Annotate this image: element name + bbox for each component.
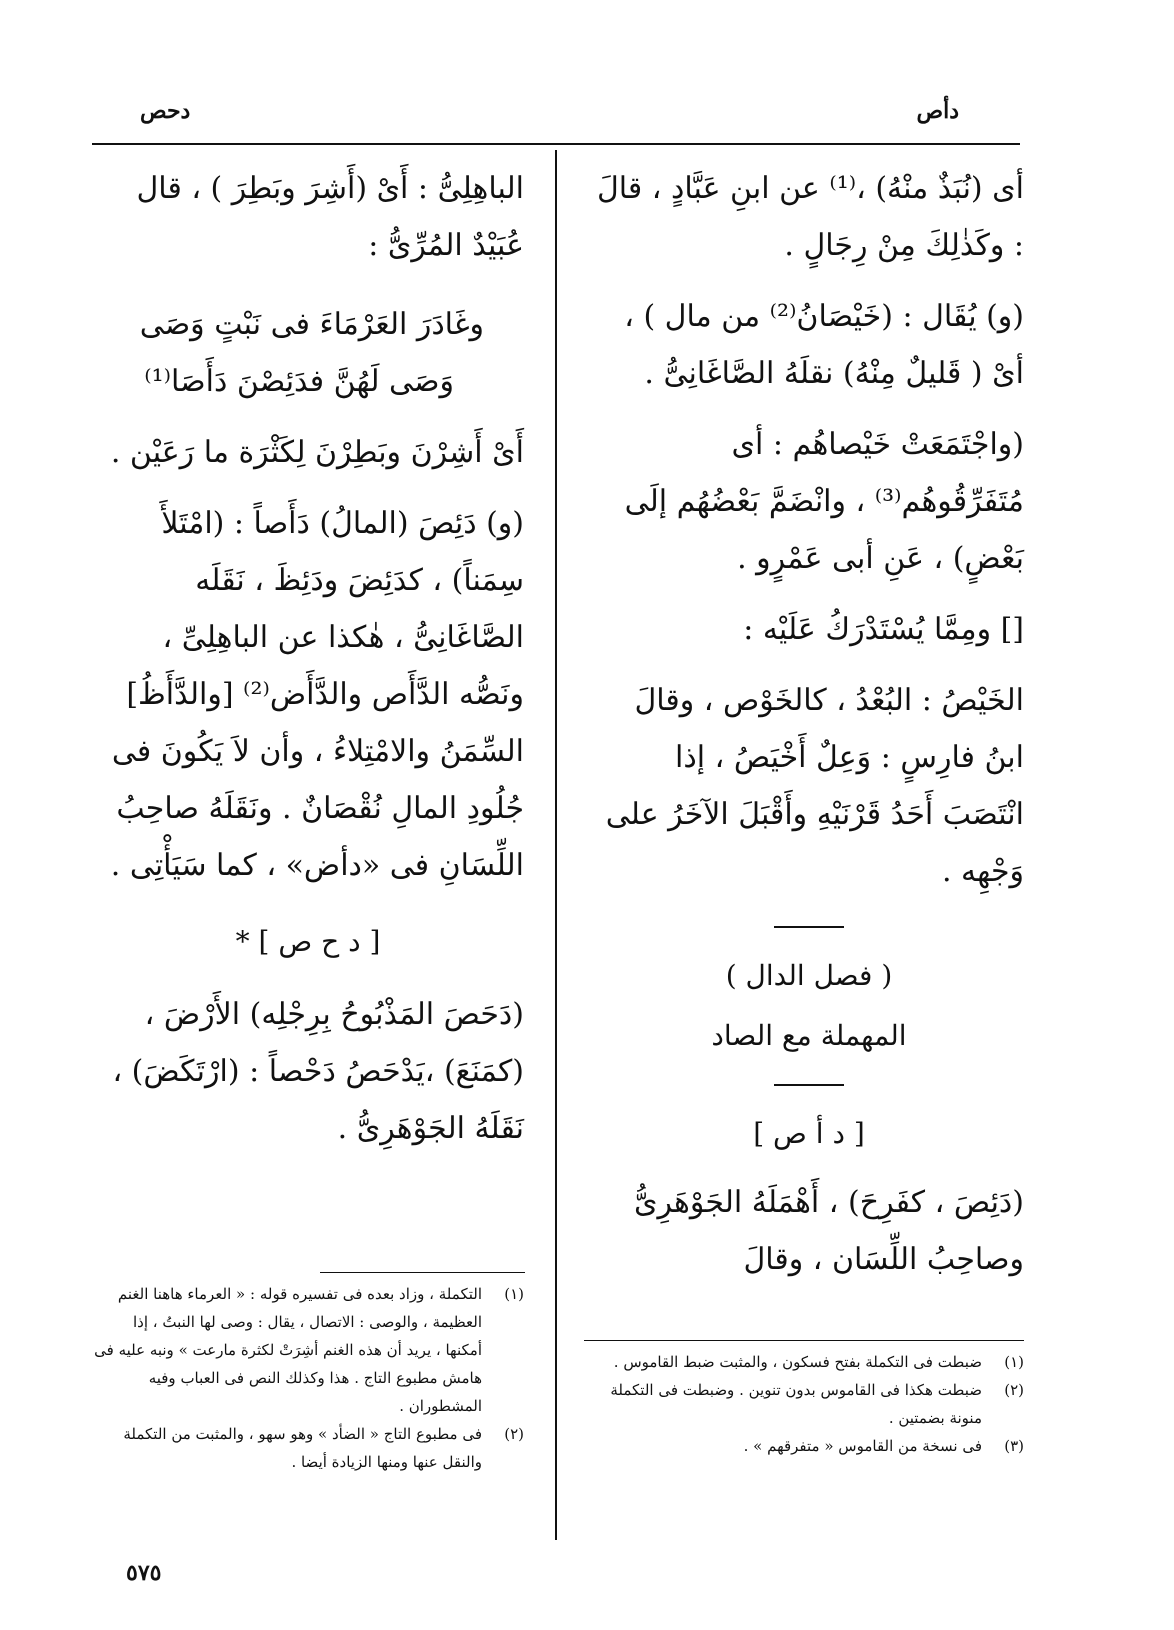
footnote-text: التكملة ، وزاد بعده فى تفسيره قوله : « العرماء هاهنا الغنم العظيمة ، والوصى : الاتصال ، يقال : وصى لها النبتُ ، إذا أمكنها ، يريد أن هذه الغنم أشِرَتْ لكثرة مارعت » ونبه عليه فى هامش مطبوع التاج . هذا وكذلك النص فى العباب وفيه المشطوران . (94, 1285, 482, 1415)
verse-line: وغَادَرَ العَرْمَاءَ فى نَبْتٍ وَصَى (139, 307, 484, 342)
footnote-number: (٢) (504, 1425, 524, 1443)
left-column (92, 160, 524, 1157)
footnote-text: فى نسخة من القاموس « متفرقهم » . (743, 1437, 982, 1455)
verse-line: وَصَى لَهُنَّ فدَئِصْنَ دَأَصَا⁽¹⁾ (144, 364, 454, 399)
footnote (584, 1376, 1024, 1432)
footnote-number: (١) (504, 1285, 524, 1303)
footnotes-right (584, 1348, 1024, 1460)
entry-heading: [ د ح ص ] * (235, 925, 381, 958)
section-rule (774, 1084, 844, 1086)
section-rule (774, 926, 844, 928)
footnote-text: ضبطت فى التكملة بفتح فسكون ، والمثبت ضبط القاموس . (613, 1353, 982, 1371)
footnote-number: (٢) (1004, 1381, 1024, 1399)
entry-paragraph: (و) يُقَال : (خَيْصَانُ⁽²⁾ من مال ) ، أىْ ( قَليلٌ مِنْهُ) نقلَهُ الصَّاغَانِىُّ . (624, 299, 1024, 391)
footnote-number: (٣) (1004, 1437, 1024, 1455)
column-divider (555, 150, 557, 1540)
section-subtitle: المهملة مع الصاد (711, 1019, 907, 1052)
footnote-number: (١) (1004, 1353, 1024, 1371)
running-head-right: دأص (916, 98, 959, 124)
footnote-text: ضبطت هكذا فى القاموس بدون تنوين . وضبطت فى التكملة منونة بضمتين . (610, 1381, 982, 1427)
entry-paragraph: أَىْ أَشِرْنَ وبَطِرْنَ لِكَثْرَة ما رَعَيْن . (110, 435, 524, 470)
footnote (584, 1432, 1024, 1460)
entry-paragraph: (دَحَصَ المَذْبُوحُ بِرِجْلِه) الأَرْضَ ، (كمَنَعَ) ،يَدْحَصُ دَحْصاً : (ارْتَكَضَ) ، نَقَلَهُ الجَوْهَرِىُّ . (112, 997, 524, 1146)
entry-paragraph: (و) دَئِصَ (المالُ) دَأَصاً : (امْتَلأَ سِمَناً) ، كدَئِضَ ودَئِظَ ، نَقَلَه الصَّاغَانِىُّ ، هٰكذا عن الباهِلِىِّ ، ونَصُّه الدَّأَص والدَّأَض⁽²⁾ [والدَّأَظُ] السِّمَنُ والامْتِلاءُ ، وأن لاَ يَكُونَ فى جُلُودِ المالِ نُقْصَانٌ . ونَقَلَهُ صاحِبُ اللِّسَانِ فى «دأض» ، كما سَيَأْتِى . (110, 506, 524, 883)
header-rule (92, 143, 1020, 145)
entry-paragraph: (دَئِصَ ، كفَرِحَ) ، أَهْمَلَهُ الجَوْهَرِىُّ وصاحِبُ اللِّسَان ، وقالَ (634, 1185, 1024, 1277)
footnote (584, 1348, 1024, 1376)
entry-paragraph: أى (نُبَذٌ منْهُ) ،⁽¹⁾ عن ابنِ عَبَّادٍ ، قالَ : وكَذٰلِكَ مِنْ رِجَالٍ . (596, 171, 1024, 263)
footnote-rule-right (584, 1340, 1024, 1341)
page-number: ٥٧٥ (126, 1560, 162, 1586)
footnote-rule-left (320, 1272, 525, 1273)
section-title: ( فصل الدال ) (725, 959, 893, 992)
entry-paragraph: الخَيْصُ : البُعْدُ ، كالخَوْص ، وقالَ ابنُ فارِسٍ : وَعِلٌ أَخْيَصُ ، إذا انْتَصَبَ أَحَدُ قَرْنَيْهِ وأَقْبَلَ الآخَرُ على وَجْهِه . (605, 683, 1024, 889)
right-column (594, 160, 1024, 1288)
entry-heading: [ د أ ص ] (753, 1117, 865, 1150)
footnotes-left (92, 1280, 524, 1476)
addendum-label: [] ومِمَّا يُسْتَدْرَكُ عَلَيْه : (743, 612, 1024, 647)
running-head-left: دحص (140, 98, 191, 124)
footnote (92, 1420, 524, 1476)
entry-paragraph: (واجْتَمَعَتْ خَيْصاهُم : أى مُتَفَرِّقُوهُم⁽³⁾ ، وانْضَمَّ بَعْضُهُم إلَى بَعْضٍ) ، عَنِ أبى عَمْرٍو . (624, 427, 1024, 576)
entry-paragraph: الباهِلِىُّ : أَىْ (أَشِرَ وبَطِرَ ) ، قال عُبَيْدٌ المُرِّىُّ : (136, 171, 524, 263)
footnote-text: فى مطبوع التاج « الضأد » وهو سهو ، والمثبت من التكملة والنقل عنها ومنها الزيادة أيضا . (123, 1425, 482, 1471)
footnote (92, 1280, 524, 1420)
